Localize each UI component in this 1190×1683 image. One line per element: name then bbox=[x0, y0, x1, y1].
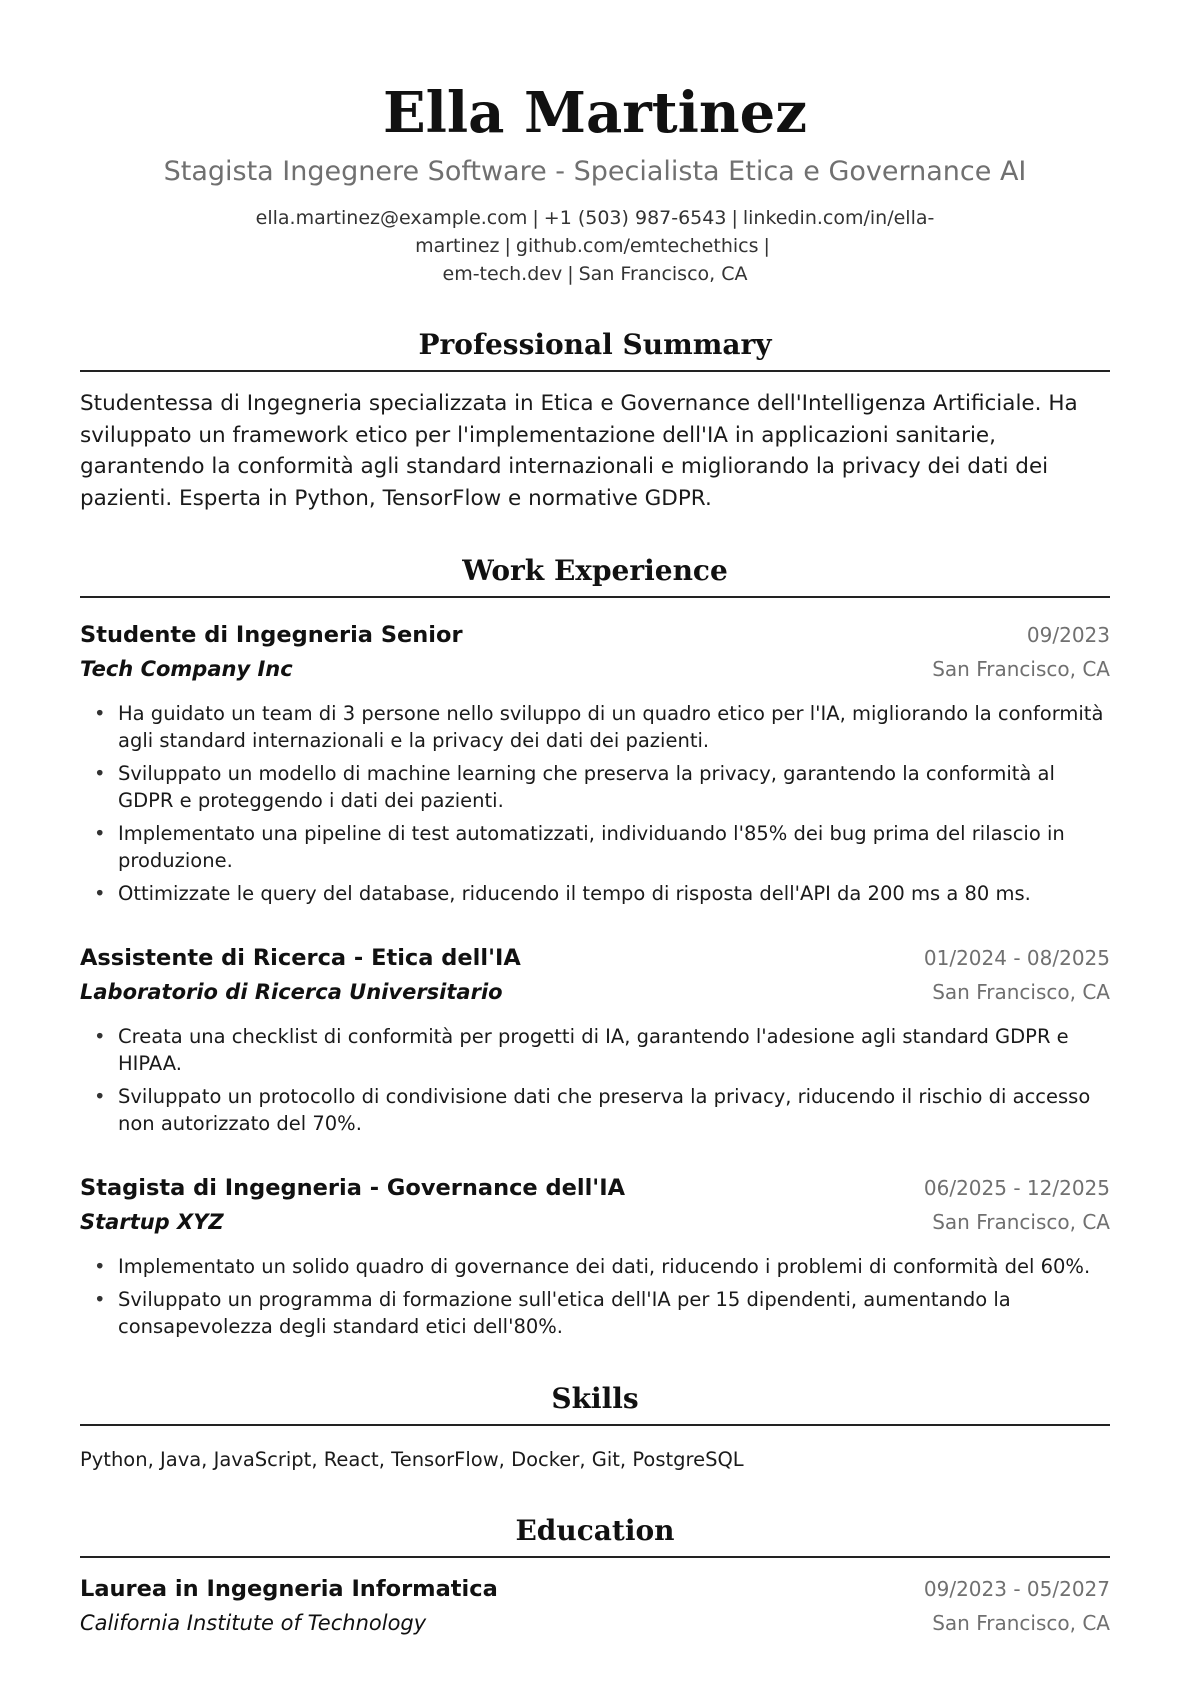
contact-github[interactable]: github.com/emtechethics bbox=[515, 235, 759, 257]
job-title: Studente di Ingegneria Senior bbox=[80, 622, 463, 648]
job-bullet: • Sviluppato un programma di formazione sull'etica dell'IA per 15 dipendenti, aumentando la consapevolezza degli standard etici dell'80%. bbox=[80, 1286, 1110, 1340]
job-location: San Francisco, CA bbox=[932, 1210, 1110, 1234]
summary-text: Studentessa di Ingegneria specializzata in Etica e Governance dell'Intelligenza Artificiale. Ha sviluppato un framework etico per l'implementazione dell'IA in applicazioni sanitarie, garantendo la conformità agli standard internazionali e migliorando la privacy dei dati dei pazienti. Esperta in Python, TensorFlow e normative GDPR. bbox=[80, 391, 1078, 511]
contact-phone[interactable]: +1 (503) 987-6543 bbox=[543, 207, 727, 229]
job-subheader bbox=[80, 1205, 1110, 1239]
job-subheader bbox=[80, 975, 1110, 1009]
job-bullets bbox=[80, 1023, 1110, 1137]
contact-separator: | bbox=[567, 263, 574, 285]
contact-separator: | bbox=[763, 235, 770, 257]
job-location: San Francisco, CA bbox=[932, 980, 1110, 1004]
education-section bbox=[80, 1512, 1110, 1640]
contact-linkedin[interactable]: linkedin.com/in/ella-martinez bbox=[415, 207, 935, 257]
section-title-experience: Work Experience bbox=[80, 552, 1110, 598]
headline: Stagista Ingegnere Software - Specialista Etica e Governance AI bbox=[163, 156, 1027, 187]
contact-separator: | bbox=[731, 207, 738, 229]
job-company: Startup XYZ bbox=[80, 1210, 224, 1234]
education-date: 09/2023 - 05/2027 bbox=[923, 1577, 1110, 1601]
candidate-name: Ella Martinez bbox=[382, 80, 808, 146]
job-company: Tech Company Inc bbox=[80, 657, 293, 681]
job-header bbox=[80, 618, 1110, 652]
job-date: 06/2025 - 12/2025 bbox=[923, 1176, 1110, 1200]
job-title: Assistente di Ricerca - Etica dell'IA bbox=[80, 945, 521, 971]
education-location: San Francisco, CA bbox=[932, 1611, 1110, 1635]
education-degree: Laurea in Ingegneria Informatica bbox=[80, 1576, 498, 1602]
job-title: Stagista di Ingegneria - Governance dell'IA bbox=[80, 1175, 625, 1201]
job-bullet: • Implementato un solido quadro di governance dei dati, riducendo i problemi di conformità del 60%. bbox=[80, 1253, 1110, 1280]
job-header bbox=[80, 1171, 1110, 1205]
job-bullets bbox=[80, 700, 1110, 907]
job-bullet: • Implementato una pipeline di test automatizzati, individuando l'85% dei bug prima del rilascio in produzione. bbox=[80, 820, 1110, 874]
section-title-education: Education bbox=[80, 1512, 1110, 1558]
job-bullet: • Sviluppato un protocollo di condivisione dati che preserva la privacy, riducendo il rischio di accesso non autorizzato del 70%. bbox=[80, 1083, 1110, 1137]
job-entry bbox=[80, 941, 1110, 1137]
job-bullets bbox=[80, 1253, 1110, 1340]
job-subheader bbox=[80, 652, 1110, 686]
job-bullet: • Sviluppato un modello di machine learning che preserva la privacy, garantendo la conformità al GDPR e proteggendo i dati dei pazienti. bbox=[80, 760, 1110, 814]
education-entry bbox=[80, 1572, 1110, 1640]
contact-website[interactable]: em-tech.dev bbox=[442, 263, 563, 285]
skills-section bbox=[80, 1380, 1110, 1474]
job-entry bbox=[80, 1171, 1110, 1340]
experience-section bbox=[80, 552, 1110, 1340]
section-title-skills: Skills bbox=[80, 1380, 1110, 1426]
contact-separator: | bbox=[532, 207, 539, 229]
education-school: California Institute of Technology bbox=[80, 1611, 427, 1635]
contact-line bbox=[80, 204, 1110, 288]
contact-email[interactable]: ella.martinez@example.com bbox=[255, 207, 528, 229]
job-header bbox=[80, 941, 1110, 975]
job-entry bbox=[80, 618, 1110, 907]
job-date: 01/2024 - 08/2025 bbox=[923, 946, 1110, 970]
section-title-summary: Professional Summary bbox=[80, 326, 1110, 372]
job-bullet: • Creata una checklist di conformità per progetti di IA, garantendo l'adesione agli standard GDPR e HIPAA. bbox=[80, 1023, 1110, 1077]
education-header bbox=[80, 1572, 1110, 1606]
job-company: Laboratorio di Ricerca Universitario bbox=[80, 980, 503, 1004]
skills-list: Python, Java, JavaScript, React, TensorFlow, Docker, Git, PostgreSQL bbox=[80, 1448, 744, 1471]
summary-section bbox=[80, 326, 1110, 514]
contact-separator: | bbox=[504, 235, 511, 257]
job-bullet: • Ha guidato un team di 3 persone nello sviluppo di un quadro etico per l'IA, migliorando la conformità agli standard internazionali e la privacy dei dati dei pazienti. bbox=[80, 700, 1110, 754]
job-date: 09/2023 bbox=[1026, 623, 1110, 647]
job-bullet: • Ottimizzate le query del database, riducendo il tempo di risposta dell'API da 200 ms a 80 ms. bbox=[80, 880, 1110, 907]
education-subheader bbox=[80, 1606, 1110, 1640]
contact-location: San Francisco, CA bbox=[578, 263, 748, 285]
job-location: San Francisco, CA bbox=[932, 657, 1110, 681]
